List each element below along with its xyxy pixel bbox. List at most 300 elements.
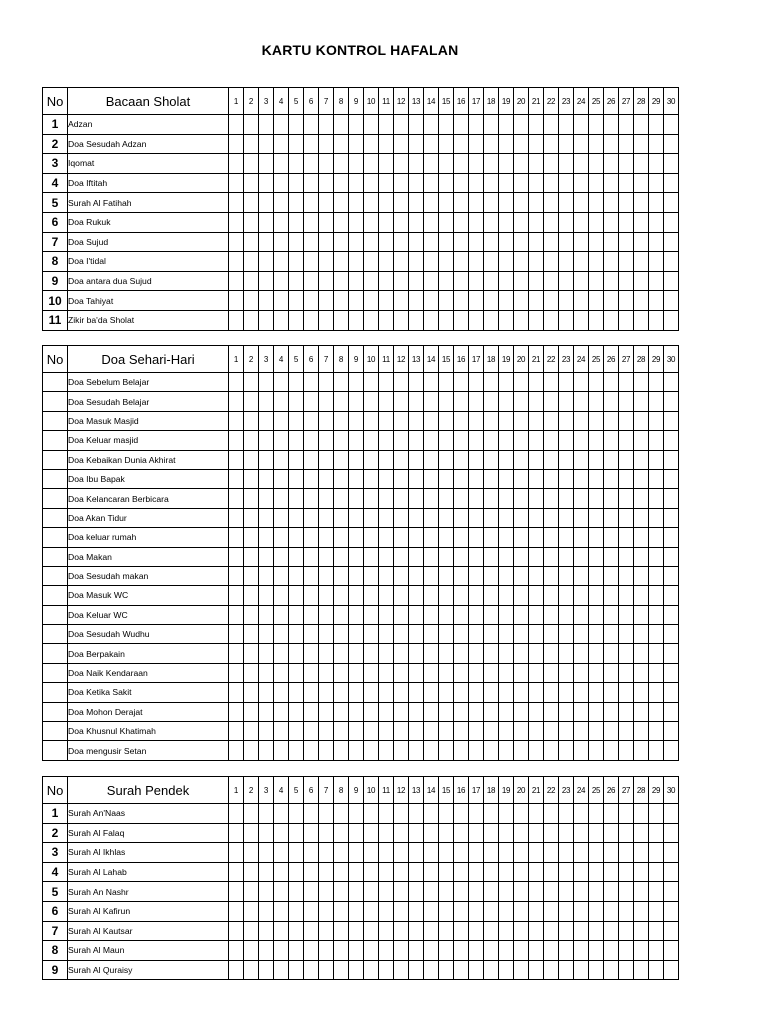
check-cell[interactable]: [229, 193, 244, 213]
check-cell[interactable]: [484, 193, 499, 213]
check-cell[interactable]: [289, 528, 304, 547]
check-cell[interactable]: [529, 823, 544, 843]
check-cell[interactable]: [619, 566, 634, 585]
check-cell[interactable]: [334, 843, 349, 863]
check-cell[interactable]: [304, 469, 319, 488]
check-cell[interactable]: [634, 392, 649, 411]
check-cell[interactable]: [229, 683, 244, 702]
check-cell[interactable]: [469, 901, 484, 921]
check-cell[interactable]: [499, 722, 514, 741]
check-cell[interactable]: [439, 252, 454, 272]
check-cell[interactable]: [304, 291, 319, 311]
check-cell[interactable]: [259, 271, 274, 291]
check-cell[interactable]: [484, 625, 499, 644]
check-cell[interactable]: [574, 508, 589, 527]
check-cell[interactable]: [469, 941, 484, 961]
check-cell[interactable]: [634, 843, 649, 863]
check-cell[interactable]: [589, 702, 604, 721]
check-cell[interactable]: [319, 882, 334, 902]
check-cell[interactable]: [229, 901, 244, 921]
check-cell[interactable]: [499, 232, 514, 252]
check-cell[interactable]: [604, 450, 619, 469]
check-cell[interactable]: [514, 804, 529, 824]
check-cell[interactable]: [424, 941, 439, 961]
check-cell[interactable]: [529, 373, 544, 392]
check-cell[interactable]: [634, 566, 649, 585]
check-cell[interactable]: [244, 644, 259, 663]
check-cell[interactable]: [304, 431, 319, 450]
check-cell[interactable]: [529, 901, 544, 921]
check-cell[interactable]: [589, 882, 604, 902]
check-cell[interactable]: [259, 921, 274, 941]
check-cell[interactable]: [484, 115, 499, 135]
check-cell[interactable]: [664, 528, 679, 547]
check-cell[interactable]: [664, 411, 679, 430]
check-cell[interactable]: [379, 823, 394, 843]
check-cell[interactable]: [259, 232, 274, 252]
check-cell[interactable]: [244, 960, 259, 980]
check-cell[interactable]: [499, 450, 514, 469]
check-cell[interactable]: [334, 644, 349, 663]
check-cell[interactable]: [244, 450, 259, 469]
check-cell[interactable]: [514, 941, 529, 961]
check-cell[interactable]: [409, 489, 424, 508]
check-cell[interactable]: [529, 431, 544, 450]
check-cell[interactable]: [574, 392, 589, 411]
check-cell[interactable]: [619, 804, 634, 824]
check-cell[interactable]: [454, 115, 469, 135]
check-cell[interactable]: [514, 411, 529, 430]
check-cell[interactable]: [289, 960, 304, 980]
check-cell[interactable]: [394, 804, 409, 824]
check-cell[interactable]: [409, 310, 424, 330]
check-cell[interactable]: [259, 941, 274, 961]
check-cell[interactable]: [559, 547, 574, 566]
check-cell[interactable]: [319, 271, 334, 291]
check-cell[interactable]: [424, 310, 439, 330]
check-cell[interactable]: [664, 741, 679, 760]
check-cell[interactable]: [454, 134, 469, 154]
check-cell[interactable]: [424, 193, 439, 213]
check-cell[interactable]: [484, 212, 499, 232]
check-cell[interactable]: [274, 586, 289, 605]
check-cell[interactable]: [619, 663, 634, 682]
check-cell[interactable]: [649, 232, 664, 252]
check-cell[interactable]: [574, 741, 589, 760]
check-cell[interactable]: [439, 586, 454, 605]
check-cell[interactable]: [379, 921, 394, 941]
check-cell[interactable]: [229, 173, 244, 193]
check-cell[interactable]: [439, 154, 454, 174]
check-cell[interactable]: [664, 212, 679, 232]
check-cell[interactable]: [319, 823, 334, 843]
check-cell[interactable]: [514, 271, 529, 291]
check-cell[interactable]: [454, 232, 469, 252]
check-cell[interactable]: [529, 193, 544, 213]
check-cell[interactable]: [559, 722, 574, 741]
check-cell[interactable]: [484, 663, 499, 682]
check-cell[interactable]: [244, 193, 259, 213]
check-cell[interactable]: [229, 586, 244, 605]
check-cell[interactable]: [454, 431, 469, 450]
check-cell[interactable]: [604, 741, 619, 760]
check-cell[interactable]: [304, 252, 319, 272]
check-cell[interactable]: [574, 212, 589, 232]
check-cell[interactable]: [379, 901, 394, 921]
check-cell[interactable]: [514, 154, 529, 174]
check-cell[interactable]: [634, 804, 649, 824]
check-cell[interactable]: [664, 271, 679, 291]
check-cell[interactable]: [574, 843, 589, 863]
check-cell[interactable]: [364, 212, 379, 232]
check-cell[interactable]: [229, 154, 244, 174]
check-cell[interactable]: [604, 960, 619, 980]
check-cell[interactable]: [379, 469, 394, 488]
check-cell[interactable]: [634, 115, 649, 135]
check-cell[interactable]: [364, 547, 379, 566]
check-cell[interactable]: [574, 804, 589, 824]
check-cell[interactable]: [529, 310, 544, 330]
check-cell[interactable]: [289, 392, 304, 411]
check-cell[interactable]: [664, 804, 679, 824]
check-cell[interactable]: [424, 450, 439, 469]
check-cell[interactable]: [634, 134, 649, 154]
check-cell[interactable]: [319, 173, 334, 193]
check-cell[interactable]: [664, 843, 679, 863]
check-cell[interactable]: [454, 960, 469, 980]
check-cell[interactable]: [334, 310, 349, 330]
check-cell[interactable]: [634, 450, 649, 469]
check-cell[interactable]: [559, 154, 574, 174]
check-cell[interactable]: [409, 469, 424, 488]
check-cell[interactable]: [454, 644, 469, 663]
check-cell[interactable]: [259, 193, 274, 213]
check-cell[interactable]: [304, 450, 319, 469]
check-cell[interactable]: [349, 508, 364, 527]
check-cell[interactable]: [439, 115, 454, 135]
check-cell[interactable]: [364, 663, 379, 682]
check-cell[interactable]: [319, 960, 334, 980]
check-cell[interactable]: [664, 605, 679, 624]
check-cell[interactable]: [559, 489, 574, 508]
check-cell[interactable]: [589, 804, 604, 824]
check-cell[interactable]: [454, 683, 469, 702]
check-cell[interactable]: [634, 154, 649, 174]
check-cell[interactable]: [604, 547, 619, 566]
check-cell[interactable]: [634, 823, 649, 843]
check-cell[interactable]: [529, 134, 544, 154]
check-cell[interactable]: [439, 431, 454, 450]
check-cell[interactable]: [574, 941, 589, 961]
check-cell[interactable]: [634, 941, 649, 961]
check-cell[interactable]: [289, 901, 304, 921]
check-cell[interactable]: [634, 411, 649, 430]
check-cell[interactable]: [484, 310, 499, 330]
check-cell[interactable]: [424, 722, 439, 741]
check-cell[interactable]: [319, 663, 334, 682]
check-cell[interactable]: [469, 115, 484, 135]
check-cell[interactable]: [484, 566, 499, 585]
check-cell[interactable]: [229, 508, 244, 527]
check-cell[interactable]: [304, 843, 319, 863]
check-cell[interactable]: [604, 232, 619, 252]
check-cell[interactable]: [364, 843, 379, 863]
check-cell[interactable]: [574, 411, 589, 430]
check-cell[interactable]: [424, 566, 439, 585]
check-cell[interactable]: [439, 411, 454, 430]
check-cell[interactable]: [364, 193, 379, 213]
check-cell[interactable]: [364, 291, 379, 311]
check-cell[interactable]: [454, 741, 469, 760]
check-cell[interactable]: [559, 605, 574, 624]
check-cell[interactable]: [514, 508, 529, 527]
check-cell[interactable]: [484, 528, 499, 547]
check-cell[interactable]: [529, 702, 544, 721]
check-cell[interactable]: [664, 310, 679, 330]
check-cell[interactable]: [454, 625, 469, 644]
check-cell[interactable]: [379, 702, 394, 721]
check-cell[interactable]: [424, 605, 439, 624]
check-cell[interactable]: [349, 702, 364, 721]
check-cell[interactable]: [349, 193, 364, 213]
check-cell[interactable]: [319, 702, 334, 721]
check-cell[interactable]: [559, 431, 574, 450]
check-cell[interactable]: [619, 644, 634, 663]
check-cell[interactable]: [349, 644, 364, 663]
check-cell[interactable]: [619, 154, 634, 174]
check-cell[interactable]: [379, 154, 394, 174]
check-cell[interactable]: [304, 586, 319, 605]
check-cell[interactable]: [289, 450, 304, 469]
check-cell[interactable]: [589, 941, 604, 961]
check-cell[interactable]: [349, 489, 364, 508]
check-cell[interactable]: [634, 431, 649, 450]
check-cell[interactable]: [664, 941, 679, 961]
check-cell[interactable]: [634, 252, 649, 272]
check-cell[interactable]: [574, 291, 589, 311]
check-cell[interactable]: [544, 663, 559, 682]
check-cell[interactable]: [529, 154, 544, 174]
check-cell[interactable]: [664, 291, 679, 311]
check-cell[interactable]: [304, 547, 319, 566]
check-cell[interactable]: [649, 960, 664, 980]
check-cell[interactable]: [484, 392, 499, 411]
check-cell[interactable]: [334, 373, 349, 392]
check-cell[interactable]: [469, 232, 484, 252]
check-cell[interactable]: [304, 373, 319, 392]
check-cell[interactable]: [304, 823, 319, 843]
check-cell[interactable]: [619, 625, 634, 644]
check-cell[interactable]: [424, 508, 439, 527]
check-cell[interactable]: [379, 804, 394, 824]
check-cell[interactable]: [259, 862, 274, 882]
check-cell[interactable]: [364, 392, 379, 411]
check-cell[interactable]: [649, 862, 664, 882]
check-cell[interactable]: [319, 489, 334, 508]
check-cell[interactable]: [349, 469, 364, 488]
check-cell[interactable]: [499, 212, 514, 232]
check-cell[interactable]: [379, 547, 394, 566]
check-cell[interactable]: [289, 843, 304, 863]
check-cell[interactable]: [544, 843, 559, 863]
check-cell[interactable]: [499, 431, 514, 450]
check-cell[interactable]: [469, 392, 484, 411]
check-cell[interactable]: [229, 115, 244, 135]
check-cell[interactable]: [499, 310, 514, 330]
check-cell[interactable]: [229, 271, 244, 291]
check-cell[interactable]: [649, 625, 664, 644]
check-cell[interactable]: [484, 173, 499, 193]
check-cell[interactable]: [529, 862, 544, 882]
check-cell[interactable]: [274, 291, 289, 311]
check-cell[interactable]: [439, 625, 454, 644]
check-cell[interactable]: [274, 173, 289, 193]
check-cell[interactable]: [289, 173, 304, 193]
check-cell[interactable]: [304, 173, 319, 193]
check-cell[interactable]: [499, 291, 514, 311]
check-cell[interactable]: [289, 271, 304, 291]
check-cell[interactable]: [454, 901, 469, 921]
check-cell[interactable]: [319, 450, 334, 469]
check-cell[interactable]: [394, 193, 409, 213]
check-cell[interactable]: [289, 373, 304, 392]
check-cell[interactable]: [559, 392, 574, 411]
check-cell[interactable]: [424, 901, 439, 921]
check-cell[interactable]: [529, 489, 544, 508]
check-cell[interactable]: [499, 173, 514, 193]
check-cell[interactable]: [274, 508, 289, 527]
check-cell[interactable]: [634, 310, 649, 330]
check-cell[interactable]: [394, 823, 409, 843]
check-cell[interactable]: [544, 134, 559, 154]
check-cell[interactable]: [439, 702, 454, 721]
check-cell[interactable]: [499, 411, 514, 430]
check-cell[interactable]: [589, 173, 604, 193]
check-cell[interactable]: [559, 941, 574, 961]
check-cell[interactable]: [304, 960, 319, 980]
check-cell[interactable]: [379, 212, 394, 232]
check-cell[interactable]: [439, 843, 454, 863]
check-cell[interactable]: [484, 741, 499, 760]
check-cell[interactable]: [634, 586, 649, 605]
check-cell[interactable]: [469, 625, 484, 644]
check-cell[interactable]: [544, 722, 559, 741]
check-cell[interactable]: [424, 373, 439, 392]
check-cell[interactable]: [439, 741, 454, 760]
check-cell[interactable]: [664, 252, 679, 272]
check-cell[interactable]: [439, 804, 454, 824]
check-cell[interactable]: [634, 644, 649, 663]
check-cell[interactable]: [334, 528, 349, 547]
check-cell[interactable]: [304, 508, 319, 527]
check-cell[interactable]: [499, 193, 514, 213]
check-cell[interactable]: [424, 252, 439, 272]
check-cell[interactable]: [469, 547, 484, 566]
check-cell[interactable]: [529, 212, 544, 232]
check-cell[interactable]: [574, 663, 589, 682]
check-cell[interactable]: [319, 291, 334, 311]
check-cell[interactable]: [469, 291, 484, 311]
check-cell[interactable]: [559, 193, 574, 213]
check-cell[interactable]: [589, 411, 604, 430]
check-cell[interactable]: [274, 804, 289, 824]
check-cell[interactable]: [499, 115, 514, 135]
check-cell[interactable]: [574, 528, 589, 547]
check-cell[interactable]: [604, 489, 619, 508]
check-cell[interactable]: [649, 901, 664, 921]
check-cell[interactable]: [259, 528, 274, 547]
check-cell[interactable]: [454, 921, 469, 941]
check-cell[interactable]: [559, 586, 574, 605]
check-cell[interactable]: [529, 683, 544, 702]
check-cell[interactable]: [589, 310, 604, 330]
check-cell[interactable]: [454, 941, 469, 961]
check-cell[interactable]: [334, 392, 349, 411]
check-cell[interactable]: [364, 921, 379, 941]
check-cell[interactable]: [454, 173, 469, 193]
check-cell[interactable]: [664, 115, 679, 135]
check-cell[interactable]: [664, 232, 679, 252]
check-cell[interactable]: [439, 960, 454, 980]
check-cell[interactable]: [559, 882, 574, 902]
check-cell[interactable]: [364, 823, 379, 843]
check-cell[interactable]: [589, 960, 604, 980]
check-cell[interactable]: [334, 586, 349, 605]
check-cell[interactable]: [334, 411, 349, 430]
check-cell[interactable]: [274, 823, 289, 843]
check-cell[interactable]: [574, 605, 589, 624]
check-cell[interactable]: [514, 586, 529, 605]
check-cell[interactable]: [604, 605, 619, 624]
check-cell[interactable]: [394, 921, 409, 941]
check-cell[interactable]: [499, 547, 514, 566]
check-cell[interactable]: [454, 547, 469, 566]
check-cell[interactable]: [409, 921, 424, 941]
check-cell[interactable]: [274, 232, 289, 252]
check-cell[interactable]: [469, 586, 484, 605]
check-cell[interactable]: [604, 663, 619, 682]
check-cell[interactable]: [454, 566, 469, 585]
check-cell[interactable]: [544, 469, 559, 488]
check-cell[interactable]: [304, 882, 319, 902]
check-cell[interactable]: [259, 115, 274, 135]
check-cell[interactable]: [364, 644, 379, 663]
check-cell[interactable]: [409, 528, 424, 547]
check-cell[interactable]: [364, 683, 379, 702]
check-cell[interactable]: [409, 741, 424, 760]
check-cell[interactable]: [619, 862, 634, 882]
check-cell[interactable]: [334, 134, 349, 154]
check-cell[interactable]: [544, 489, 559, 508]
check-cell[interactable]: [394, 586, 409, 605]
check-cell[interactable]: [664, 373, 679, 392]
check-cell[interactable]: [409, 431, 424, 450]
check-cell[interactable]: [259, 291, 274, 311]
check-cell[interactable]: [664, 193, 679, 213]
check-cell[interactable]: [469, 193, 484, 213]
check-cell[interactable]: [589, 291, 604, 311]
check-cell[interactable]: [514, 232, 529, 252]
check-cell[interactable]: [364, 411, 379, 430]
check-cell[interactable]: [499, 843, 514, 863]
check-cell[interactable]: [349, 373, 364, 392]
check-cell[interactable]: [319, 193, 334, 213]
check-cell[interactable]: [454, 823, 469, 843]
check-cell[interactable]: [664, 154, 679, 174]
check-cell[interactable]: [469, 252, 484, 272]
check-cell[interactable]: [319, 804, 334, 824]
check-cell[interactable]: [289, 489, 304, 508]
